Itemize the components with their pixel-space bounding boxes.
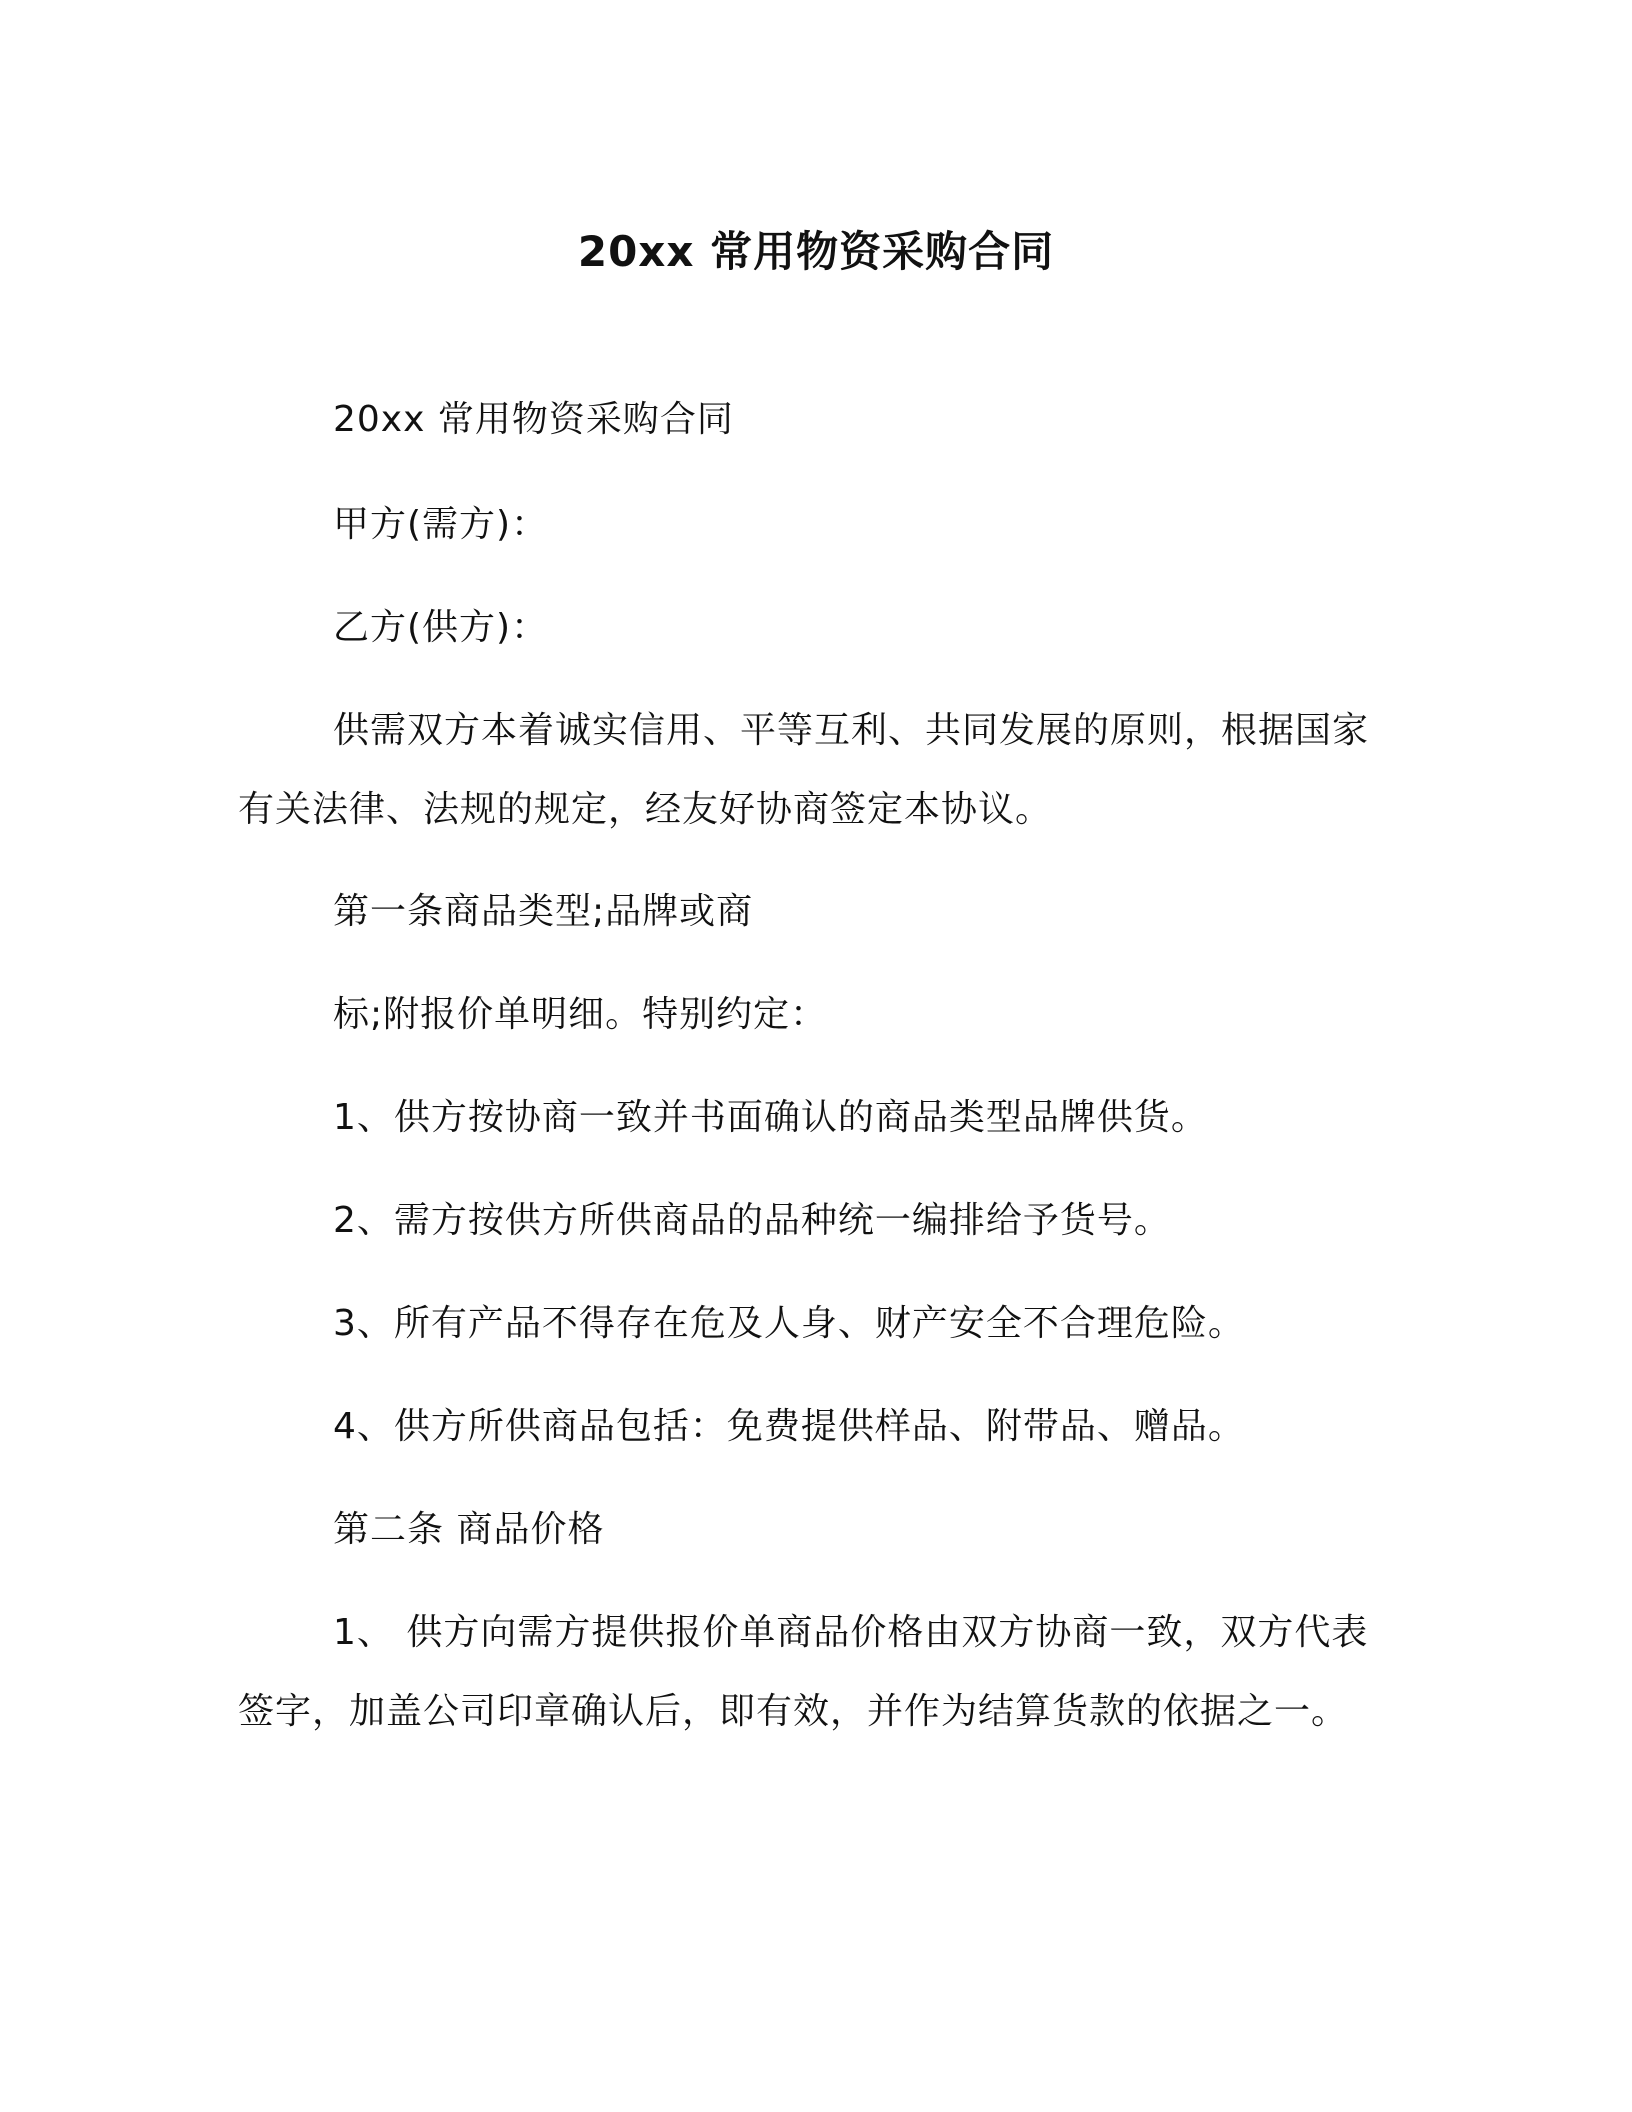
article-1-heading: 第一条商品类型;品牌或商 (333, 891, 754, 932)
party-b-line: 乙方(供方)： (333, 607, 549, 648)
preamble-line-1: 供需双方本着诚实信用、平等互利、共同发展的原则，根据国家 (333, 710, 1370, 751)
article-1-heading-cont: 标;附报价单明细。特别约定： (333, 994, 828, 1035)
doc-subtitle: 20xx 常用物资采购合同 (333, 399, 734, 440)
preamble-line-2: 有关法律、法规的规定，经友好协商签定本协议。 (238, 789, 1053, 830)
article-2-item-1-line-1: 1、 供方向需方提供报价单商品价格由双方协商一致，双方代表 (333, 1612, 1369, 1653)
article-1-item-4: 4、供方所供商品包括：免费提供样品、附带品、赠品。 (333, 1406, 1245, 1447)
party-a-line: 甲方(需方)： (333, 504, 549, 545)
document-title: 20xx 常用物资采购合同 (577, 227, 1055, 276)
article-1-item-2: 2、需方按供方所供商品的品种统一编排给予货号。 (333, 1200, 1171, 1241)
article-2-item-1-line-2: 签字，加盖公司印章确认后，即有效，并作为结算货款的依据之一。 (238, 1691, 1349, 1732)
article-1-item-1: 1、供方按协商一致并书面确认的商品类型品牌供货。 (333, 1097, 1208, 1138)
article-1-item-3: 3、所有产品不得存在危及人身、财产安全不合理危险。 (333, 1303, 1245, 1344)
article-2-heading: 第二条 商品价格 (333, 1509, 605, 1550)
